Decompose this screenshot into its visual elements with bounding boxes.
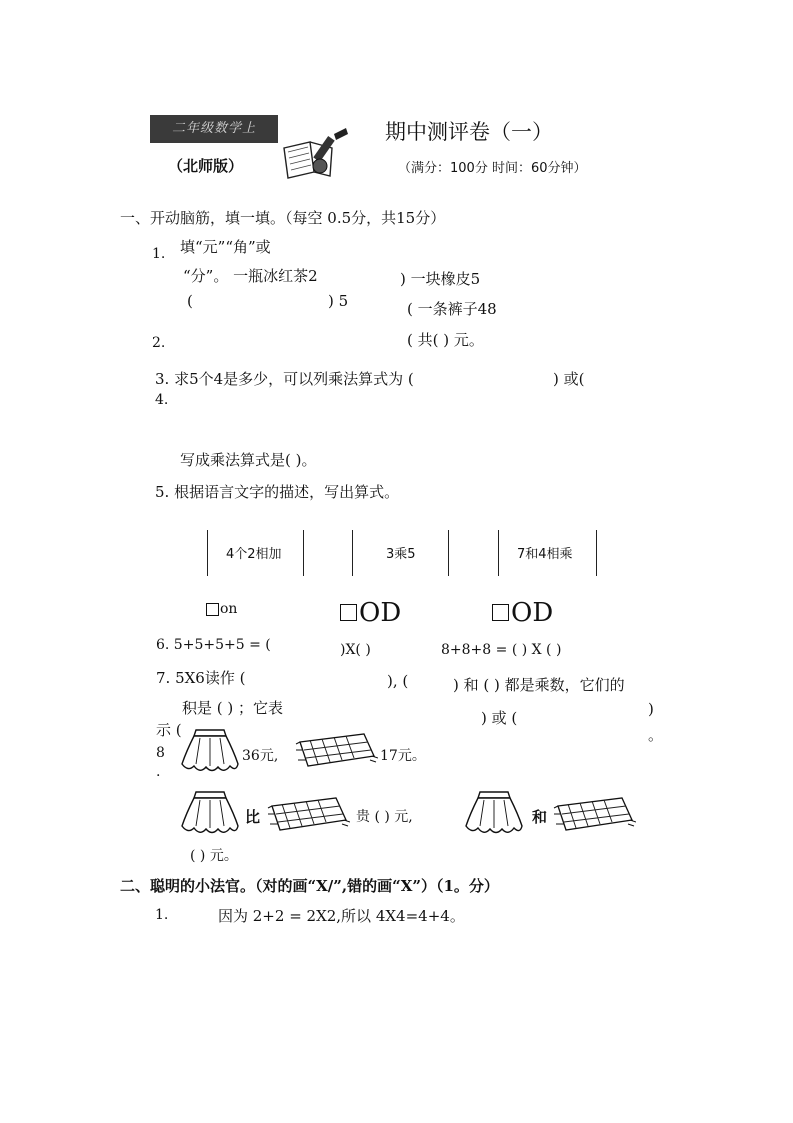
compare-he: 和	[532, 808, 548, 826]
s2-q1-number: 1.	[155, 907, 169, 923]
compare-bi: 比	[245, 808, 261, 826]
q4-number: 4.	[155, 392, 169, 408]
section1-heading: 一、开动脑筋，填一填。（每空 0.5分，共15分）	[120, 209, 446, 227]
grade-badge: 二年级数学上	[150, 115, 278, 143]
q1-line3-mid: ) 5	[328, 292, 349, 310]
scarf-icon	[294, 730, 378, 772]
answer-box-od-1	[340, 598, 401, 628]
box-divider	[596, 530, 597, 576]
box-label-1: 4个2相加	[226, 547, 282, 562]
edition-label: （北师版）	[168, 157, 244, 175]
answer-box-small	[206, 601, 237, 617]
skirt-price: 36元,	[242, 748, 279, 764]
skirt-icon	[464, 788, 524, 838]
q7-right: ) 和 ( ) 都是乘数，它们的	[453, 676, 625, 694]
section2-heading: 二、聪明的小法官。（对的画“X/”,错的画“X”）（1。分）	[120, 877, 499, 895]
q1-line4-right: ( 共( ) 元。	[407, 331, 484, 349]
box-divider	[303, 530, 304, 576]
q3-right: ) 或(	[553, 370, 585, 388]
square-icon	[492, 604, 509, 621]
total-price: ( ) 元。	[190, 848, 238, 864]
square-icon	[206, 603, 219, 616]
box-divider	[498, 530, 499, 576]
q7-line3-end: 。	[648, 726, 664, 744]
q7-line3-left: 示 (	[156, 721, 182, 739]
q6-mid: )X( )	[340, 642, 371, 658]
scarf-icon	[552, 794, 636, 836]
box-divider	[352, 530, 353, 576]
box-divider	[448, 530, 449, 576]
q5-text: 5. 根据语言文字的描述，写出算式。	[155, 483, 400, 501]
q1-line3-right: ( 一条裤子48	[407, 300, 497, 318]
q7-mid: ), (	[387, 672, 409, 690]
square-icon	[340, 604, 357, 621]
od-text-2: OD	[511, 598, 554, 628]
q6-right: 8+8+8 = ( ) X ( )	[441, 642, 562, 658]
box-label-2: 3乘5	[386, 547, 416, 562]
q8-number: 8	[156, 745, 165, 761]
q7-line2-end: )	[648, 700, 654, 718]
on-text: on	[220, 601, 238, 617]
q1-line1: 填“元”“角”或	[180, 238, 271, 256]
answer-box-od-2	[492, 598, 553, 628]
q1-line2: “分”。 一瓶冰红茶2	[183, 267, 318, 285]
q7-line2-right: ) 或 (	[481, 709, 518, 727]
scarf-icon	[266, 794, 350, 836]
q2-number: 2.	[152, 335, 166, 351]
compare-gui: 贵 ( ) 元,	[356, 809, 413, 825]
q3-text: 3. 求5个4是多少，可以列乘法算式为 (	[155, 370, 414, 388]
q8-dot: .	[156, 764, 161, 780]
page-subtitle: （满分：100分 时间：60分钟）	[398, 161, 587, 176]
q1-line3-left: (	[187, 292, 193, 310]
q4-line: 写成乘法算式是( )。	[180, 451, 317, 469]
book-pen-illustration	[280, 128, 352, 180]
q7-line2: 积是 ( ) ；它表	[182, 699, 284, 717]
skirt-icon	[180, 788, 240, 838]
q1-line2-right: ) 一块橡皮5	[400, 270, 481, 288]
od-text-1: OD	[359, 598, 402, 628]
box-divider	[207, 530, 208, 576]
box-label-3: 7和4相乘	[517, 547, 573, 562]
q6-text: 6. 5+5+5+5 = (	[156, 637, 271, 653]
page-title: 期中测评卷（一）	[385, 120, 553, 144]
q1-number: 1.	[152, 246, 166, 262]
scarf-price: 17元。	[380, 748, 426, 764]
s2-q1-text: 因为 2+2 = 2X2,所以 4X4=4+4。	[218, 907, 465, 925]
q7-text: 7. 5X6读作 (	[156, 669, 246, 687]
skirt-icon	[180, 726, 240, 776]
